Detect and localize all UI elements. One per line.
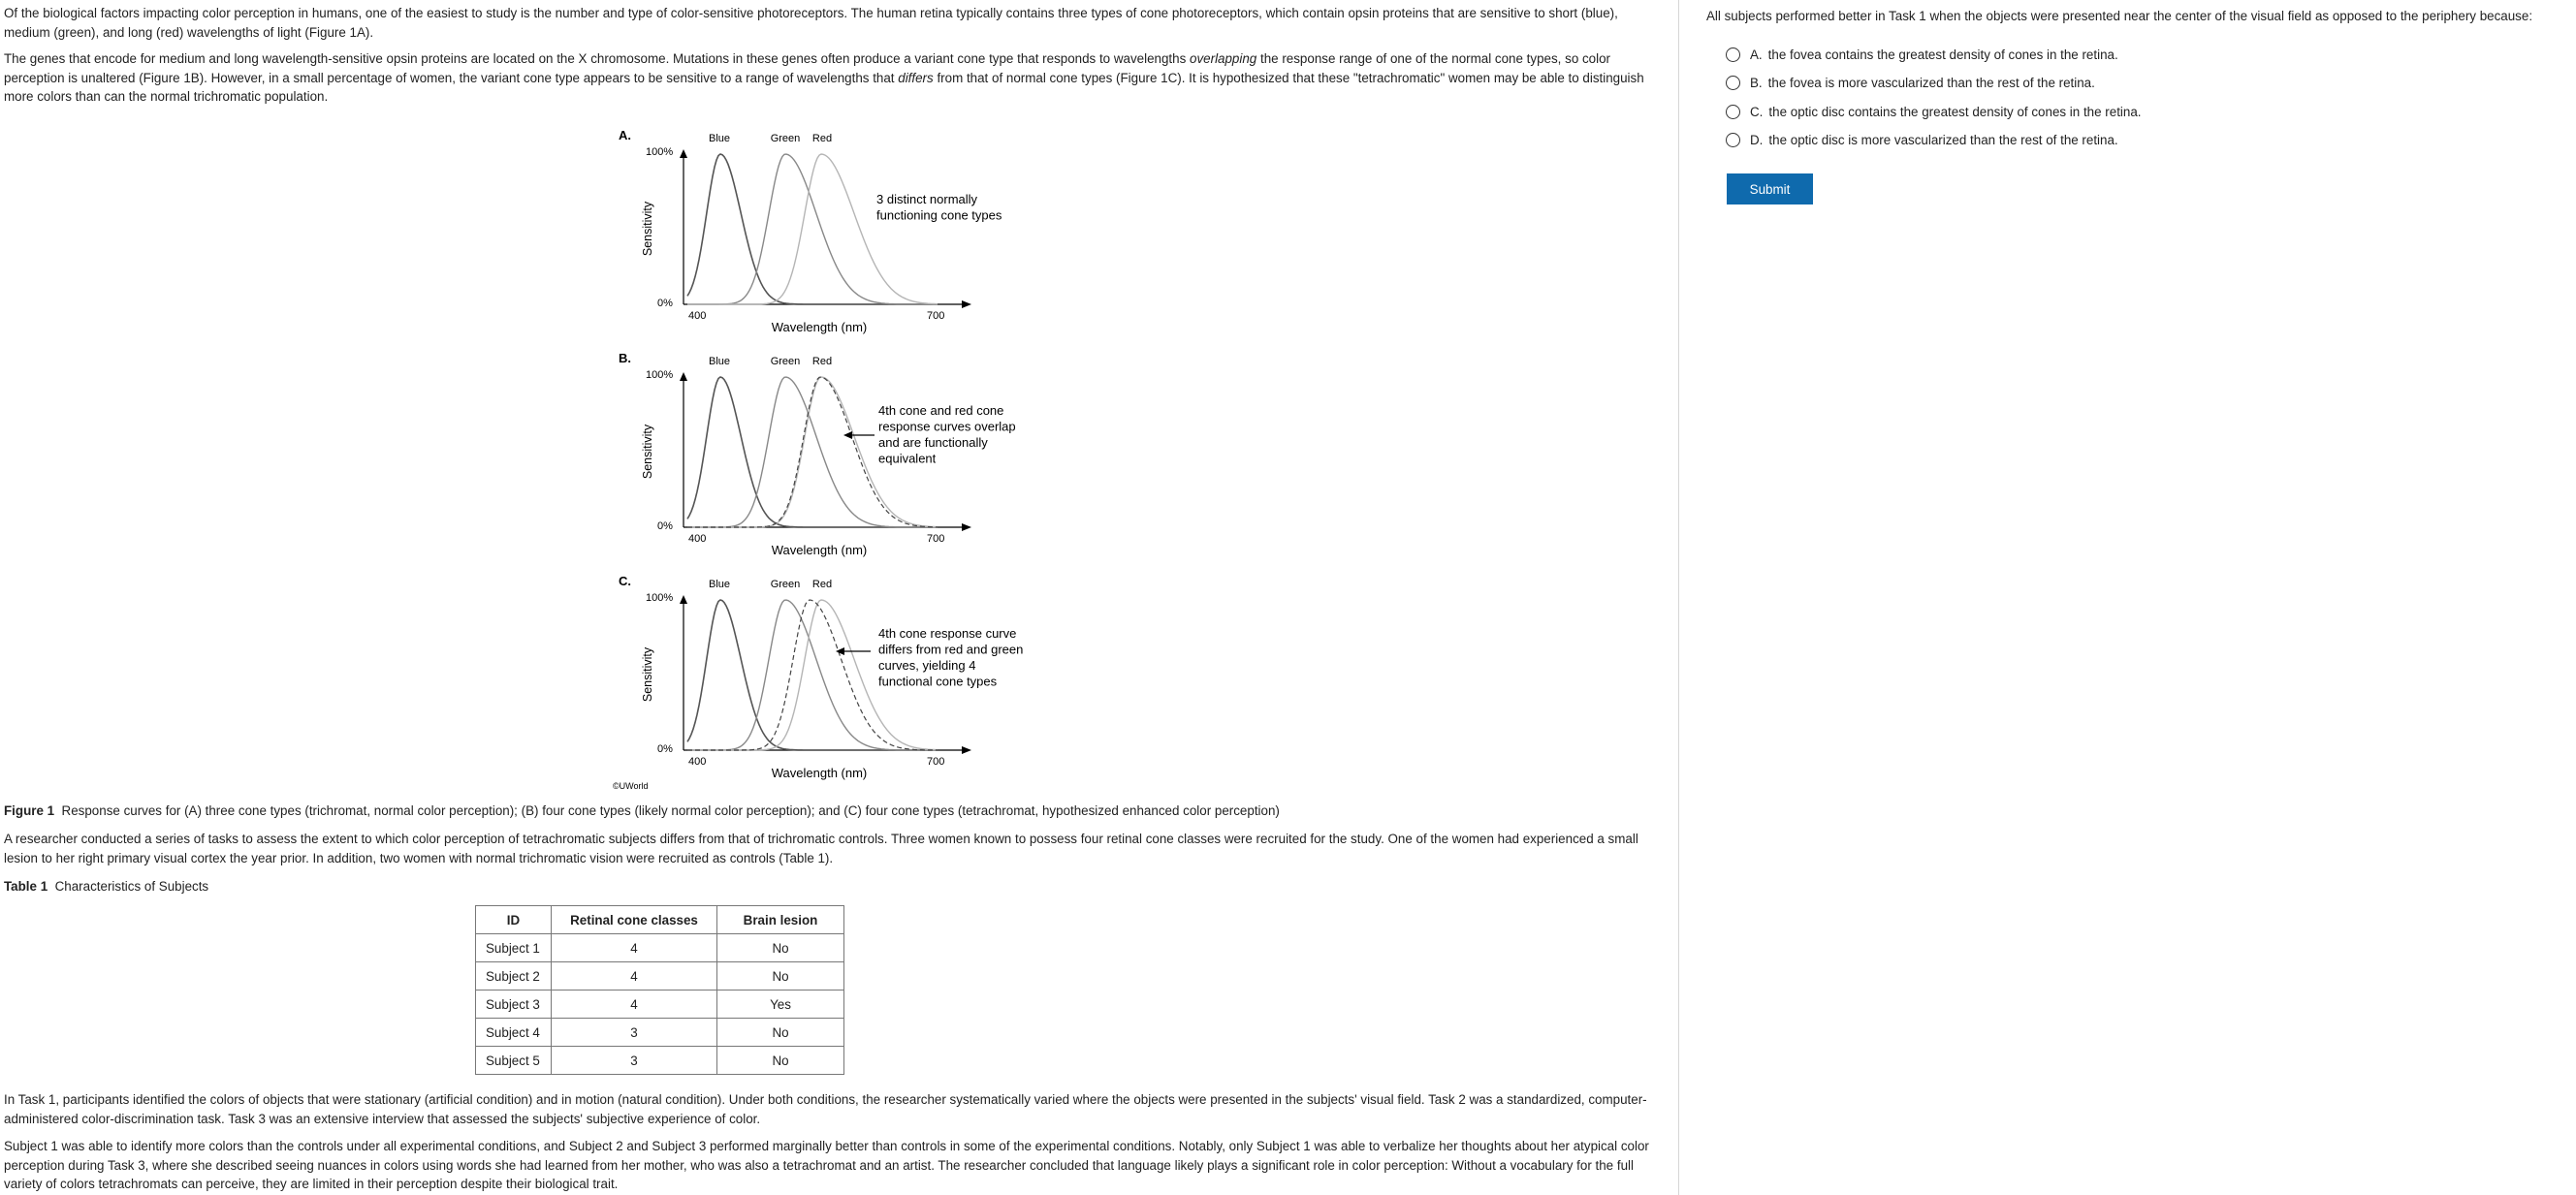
cell-cone-classes: 4 [552, 962, 717, 991]
column-header-cone-classes: Retinal cone classes [552, 906, 717, 934]
annotation-line: 4th cone and red cone [878, 403, 1004, 418]
para2-emphasis-overlapping: overlapping [1190, 51, 1257, 66]
panel-letter: B. [619, 351, 631, 365]
cell-id: Subject 5 [476, 1047, 552, 1075]
answer-option-c[interactable] [1726, 105, 2142, 119]
annotation-line: 4th cone response curve [878, 626, 1017, 641]
y-axis-label: Sensitivity [641, 424, 654, 480]
answer-option-d[interactable] [1726, 133, 2118, 147]
annotation-line: 3 distinct normally [876, 192, 978, 206]
column-header-id: ID [476, 906, 552, 934]
y-tick-label-bottom: 0% [657, 520, 673, 532]
table-header-row [476, 906, 844, 934]
x-axis-arrowhead [962, 300, 971, 308]
panel-letter: A. [619, 128, 631, 142]
annotation-line: equivalent [878, 451, 937, 466]
curve-label-blue: Blue [708, 356, 731, 367]
y-axis-arrowhead [680, 149, 687, 158]
option-text: the fovea is more vascularized than the rest of the retina. [1767, 76, 2095, 90]
table-row [476, 1047, 844, 1075]
para2-text-a: The genes that encode for medium and long wavelength-sensitive opsin proteins are located on the X chromosome. Mutations in these genes often produce a variant cone type that responds to wavelengths [4, 51, 1191, 66]
x-tick-label-400: 400 [688, 756, 707, 768]
x-tick-label-400: 400 [688, 533, 707, 545]
passage-paragraph-5: Subject 1 was able to identify more colors than the controls under all experimental conditions, and Subject 2 and Subject 3 performed marginally better than controls in some of the experimental conditions. Notably, only Subject 1 was able to verbalize her thoughts about her atypical color perception during Task 3, where she described seeing nuances in colors using words she had learned from her mother, who was also a tetrachromat and an artist. The researcher concluded that language likely plays a significant role in color perception: Without a vocabulary for the full variety of colors tetrachromats can perceive, they are limited in their perception despite their biological trait. [4, 1139, 1649, 1191]
table-title-label: Table 1 [4, 879, 48, 894]
x-tick-label-700: 700 [927, 533, 945, 545]
x-axis-label: Wavelength (nm) [771, 543, 868, 557]
option-letter: B. [1750, 76, 1763, 90]
radio-button-b[interactable] [1726, 76, 1740, 90]
table-row [476, 991, 844, 1019]
y-tick-label-top: 100% [646, 146, 674, 158]
x-axis-label: Wavelength (nm) [771, 766, 868, 780]
para2-emphasis-differs: differs [898, 70, 934, 85]
option-letter: A. [1750, 47, 1763, 62]
curve-label-green: Green [770, 579, 801, 590]
radio-button-a[interactable] [1726, 47, 1740, 62]
y-axis-arrowhead [680, 595, 687, 604]
cell-cone-classes: 3 [552, 1019, 717, 1047]
passage-paragraph-3: A researcher conducted a series of tasks to assess the extent to which color perception of tetrachromatic subjects differs from that of trichromatic controls. Three women known to possess four retinal cone classes were recruited for the study. One of the women had experienced a small lesion to her right primary visual cortex the year prior. In addition, two women with normal trichromatic vision were recruited as controls (Table 1). [4, 832, 1638, 865]
passage-paragraph-1: Of the biological factors impacting color perception in humans, one of the easiest to study is the number and type of color-sensitive photoreceptors. The human retina typically contains three types of cone photoreceptors, which contain opsin proteins that are sensitive to short (blue), medium (green), and long (red) wavelengths of light (Figure 1A). [4, 6, 1618, 40]
panel-letter: C. [619, 574, 631, 588]
curve-label-green: Green [770, 356, 801, 367]
cell-brain-lesion: No [717, 934, 844, 962]
curve-label-red: Red [811, 356, 833, 367]
subjects-table [475, 905, 844, 1075]
figure-caption [4, 803, 1664, 818]
radio-button-d[interactable] [1726, 133, 1740, 147]
figure-1-graphic [611, 122, 1066, 801]
para2-text-c: from that of normal cone types (Figure 1C). It is hypothesized that these "tetrachromatic" women may be able to distinguish more colors than can the normal trichromatic population. [4, 70, 1644, 104]
annotation-line: and are functionally [878, 435, 988, 450]
table-row [476, 962, 844, 991]
cell-cone-classes: 3 [552, 1047, 717, 1075]
table-row [476, 1019, 844, 1047]
cell-id: Subject 1 [476, 934, 552, 962]
passage-paragraph-2 [4, 49, 1664, 107]
figure-credit: ©UWorld [613, 781, 649, 791]
x-axis-label: Wavelength (nm) [771, 320, 868, 334]
y-tick-label-top: 100% [646, 592, 674, 604]
red-cone-curve [687, 154, 938, 304]
y-axis-arrowhead [680, 372, 687, 381]
x-tick-label-400: 400 [688, 310, 707, 322]
annotation-line: response curves overlap [878, 419, 1016, 434]
para2-text-b: the response range of one of the normal cone types, so color perception is unaltered (Figure 1B). However, in a small percentage of women, the variant cone type appears to be sensitive to a range of wavelengths that [4, 51, 1611, 85]
annotation-line: functional cone types [878, 674, 998, 689]
annotation-arrowhead [843, 431, 852, 439]
curve-label-red: Red [811, 133, 833, 144]
question-stem: All subjects performed better in Task 1 when the objects were presented near the center of the visual field as opposed to the periphery because: [1706, 9, 2533, 23]
x-axis-arrowhead [962, 746, 971, 754]
cell-id: Subject 2 [476, 962, 552, 991]
y-tick-label-bottom: 0% [657, 743, 673, 755]
cell-id: Subject 3 [476, 991, 552, 1019]
y-tick-label-bottom: 0% [657, 298, 673, 309]
curve-label-blue: Blue [708, 579, 731, 590]
cell-brain-lesion: No [717, 1019, 844, 1047]
x-tick-label-700: 700 [927, 756, 945, 768]
passage-paragraph-4: In Task 1, participants identified the colors of objects that were stationary (artificial condition) and in motion (natural condition). Under both conditions, the researcher systematically varied where the objects were presented in the subjects' visual field. Task 2 was a standardized, computer-administered color-discrimination task. Task 3 was an extensive interview that assessed the subjects' subjective experience of color. [4, 1092, 1647, 1126]
option-text: the optic disc contains the greatest density of cones in the retina. [1768, 105, 2142, 119]
x-axis-arrowhead [962, 523, 971, 531]
figure-1 [611, 122, 1066, 801]
question-panel [1679, 0, 2576, 1195]
curve-label-blue: Blue [708, 133, 731, 144]
option-text: the optic disc is more vascularized than the rest of the retina. [1768, 133, 2118, 147]
cell-brain-lesion: No [717, 962, 844, 991]
radio-button-c[interactable] [1726, 105, 1740, 119]
option-letter: D. [1750, 133, 1764, 147]
column-header-brain-lesion: Brain lesion [717, 906, 844, 934]
y-tick-label-top: 100% [646, 369, 674, 381]
table-row [476, 934, 844, 962]
submit-button[interactable]: Submit [1727, 173, 1813, 204]
cell-cone-classes: 4 [552, 991, 717, 1019]
annotation-line: differs from red and green [878, 642, 1024, 657]
cell-brain-lesion: No [717, 1047, 844, 1075]
option-text: the fovea contains the greatest density of cones in the retina. [1767, 47, 2118, 62]
figure-caption-text: Response curves for (A) three cone types (trichromat, normal color perception); (B) four cone types (likely normal color perception); and (C) four cone types (tetrachromat, hypothesized enhanced color perception) [61, 803, 1280, 818]
figure-caption-label: Figure 1 [4, 803, 55, 818]
cell-id: Subject 4 [476, 1019, 552, 1047]
y-axis-label: Sensitivity [641, 201, 654, 257]
cell-cone-classes: 4 [552, 934, 717, 962]
answer-option-a[interactable] [1726, 47, 2118, 62]
cell-brain-lesion: Yes [717, 991, 844, 1019]
table-title [4, 879, 208, 894]
annotation-line: functioning cone types [876, 207, 1002, 223]
curve-label-green: Green [770, 133, 801, 144]
annotation-line: curves, yielding 4 [878, 658, 976, 673]
option-letter: C. [1750, 105, 1764, 119]
answer-option-b[interactable] [1726, 76, 2095, 90]
curve-label-red: Red [811, 579, 833, 590]
table-title-text: Characteristics of Subjects [54, 879, 209, 894]
y-axis-label: Sensitivity [641, 646, 654, 703]
x-tick-label-700: 700 [927, 310, 945, 322]
